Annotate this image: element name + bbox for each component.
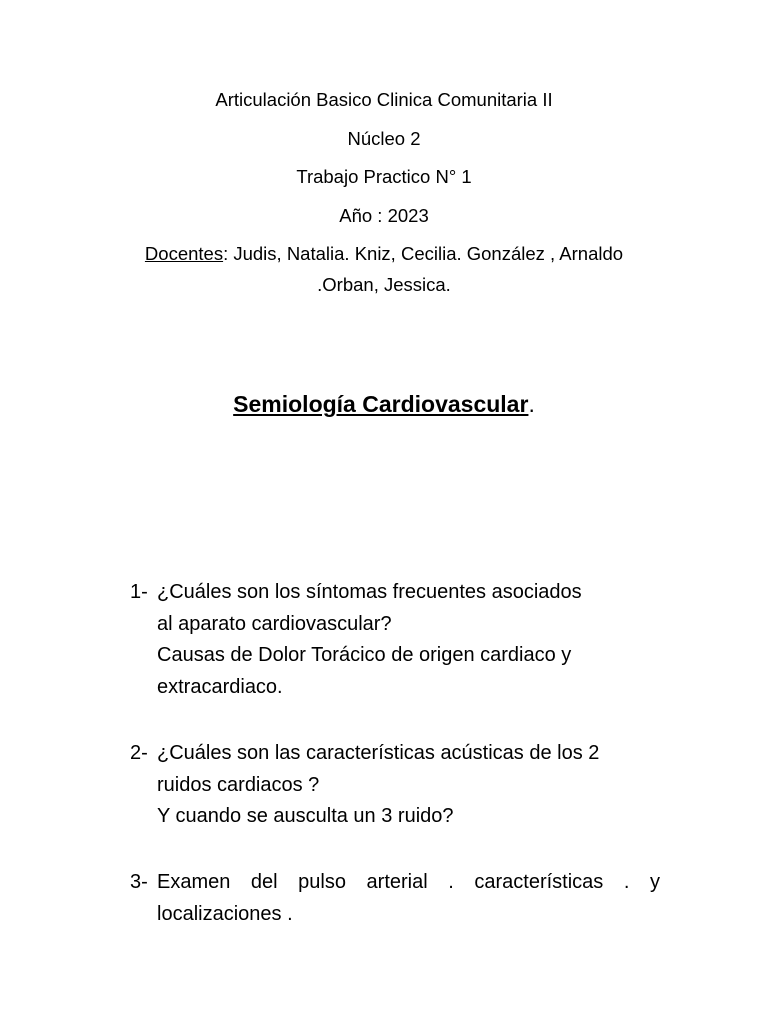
assignment-heading: Trabajo Practico N° 1 <box>296 166 472 187</box>
question-line: Examen del pulso arterial . características . y <box>157 871 660 893</box>
question-number: 1- <box>130 581 148 603</box>
question-number: 3- <box>130 871 148 893</box>
teachers-label: Docentes <box>144 243 224 264</box>
title-text: Semiología Cardiovascular <box>233 391 529 417</box>
question-line: ruidos cardiacos ? <box>157 773 320 796</box>
question-3 <box>130 867 660 930</box>
question-line: al aparato cardiovascular? <box>157 612 392 635</box>
question-line: Causas de Dolor Torácico de origen cardiaco y <box>157 644 572 666</box>
document-title <box>0 389 768 419</box>
teachers-line <box>0 242 768 266</box>
question-line: ¿Cuáles son las características acústicas de los 2 <box>157 742 600 764</box>
question-2 <box>130 738 660 833</box>
teachers-names-continued: .Orban, Jessica. <box>317 274 451 295</box>
teachers-names: : Judis, Natalia. Kniz, Cecilia. González , Arnaldo <box>223 243 624 264</box>
question-number: 2- <box>130 742 148 764</box>
question-1 <box>130 577 660 703</box>
nucleus-heading: Núcleo 2 <box>347 128 421 149</box>
title-period: . <box>528 391 535 417</box>
subject-heading: Articulación Basico Clinica Comunitaria II <box>215 89 553 110</box>
question-line: extracardiaco. <box>157 675 283 698</box>
question-line: localizaciones . <box>157 902 293 925</box>
year-heading: Año : 2023 <box>339 205 429 226</box>
question-line: ¿Cuáles son los síntomas frecuentes asociados <box>157 581 582 603</box>
question-line: Y cuando se ausculta un 3 ruido? <box>157 805 454 827</box>
